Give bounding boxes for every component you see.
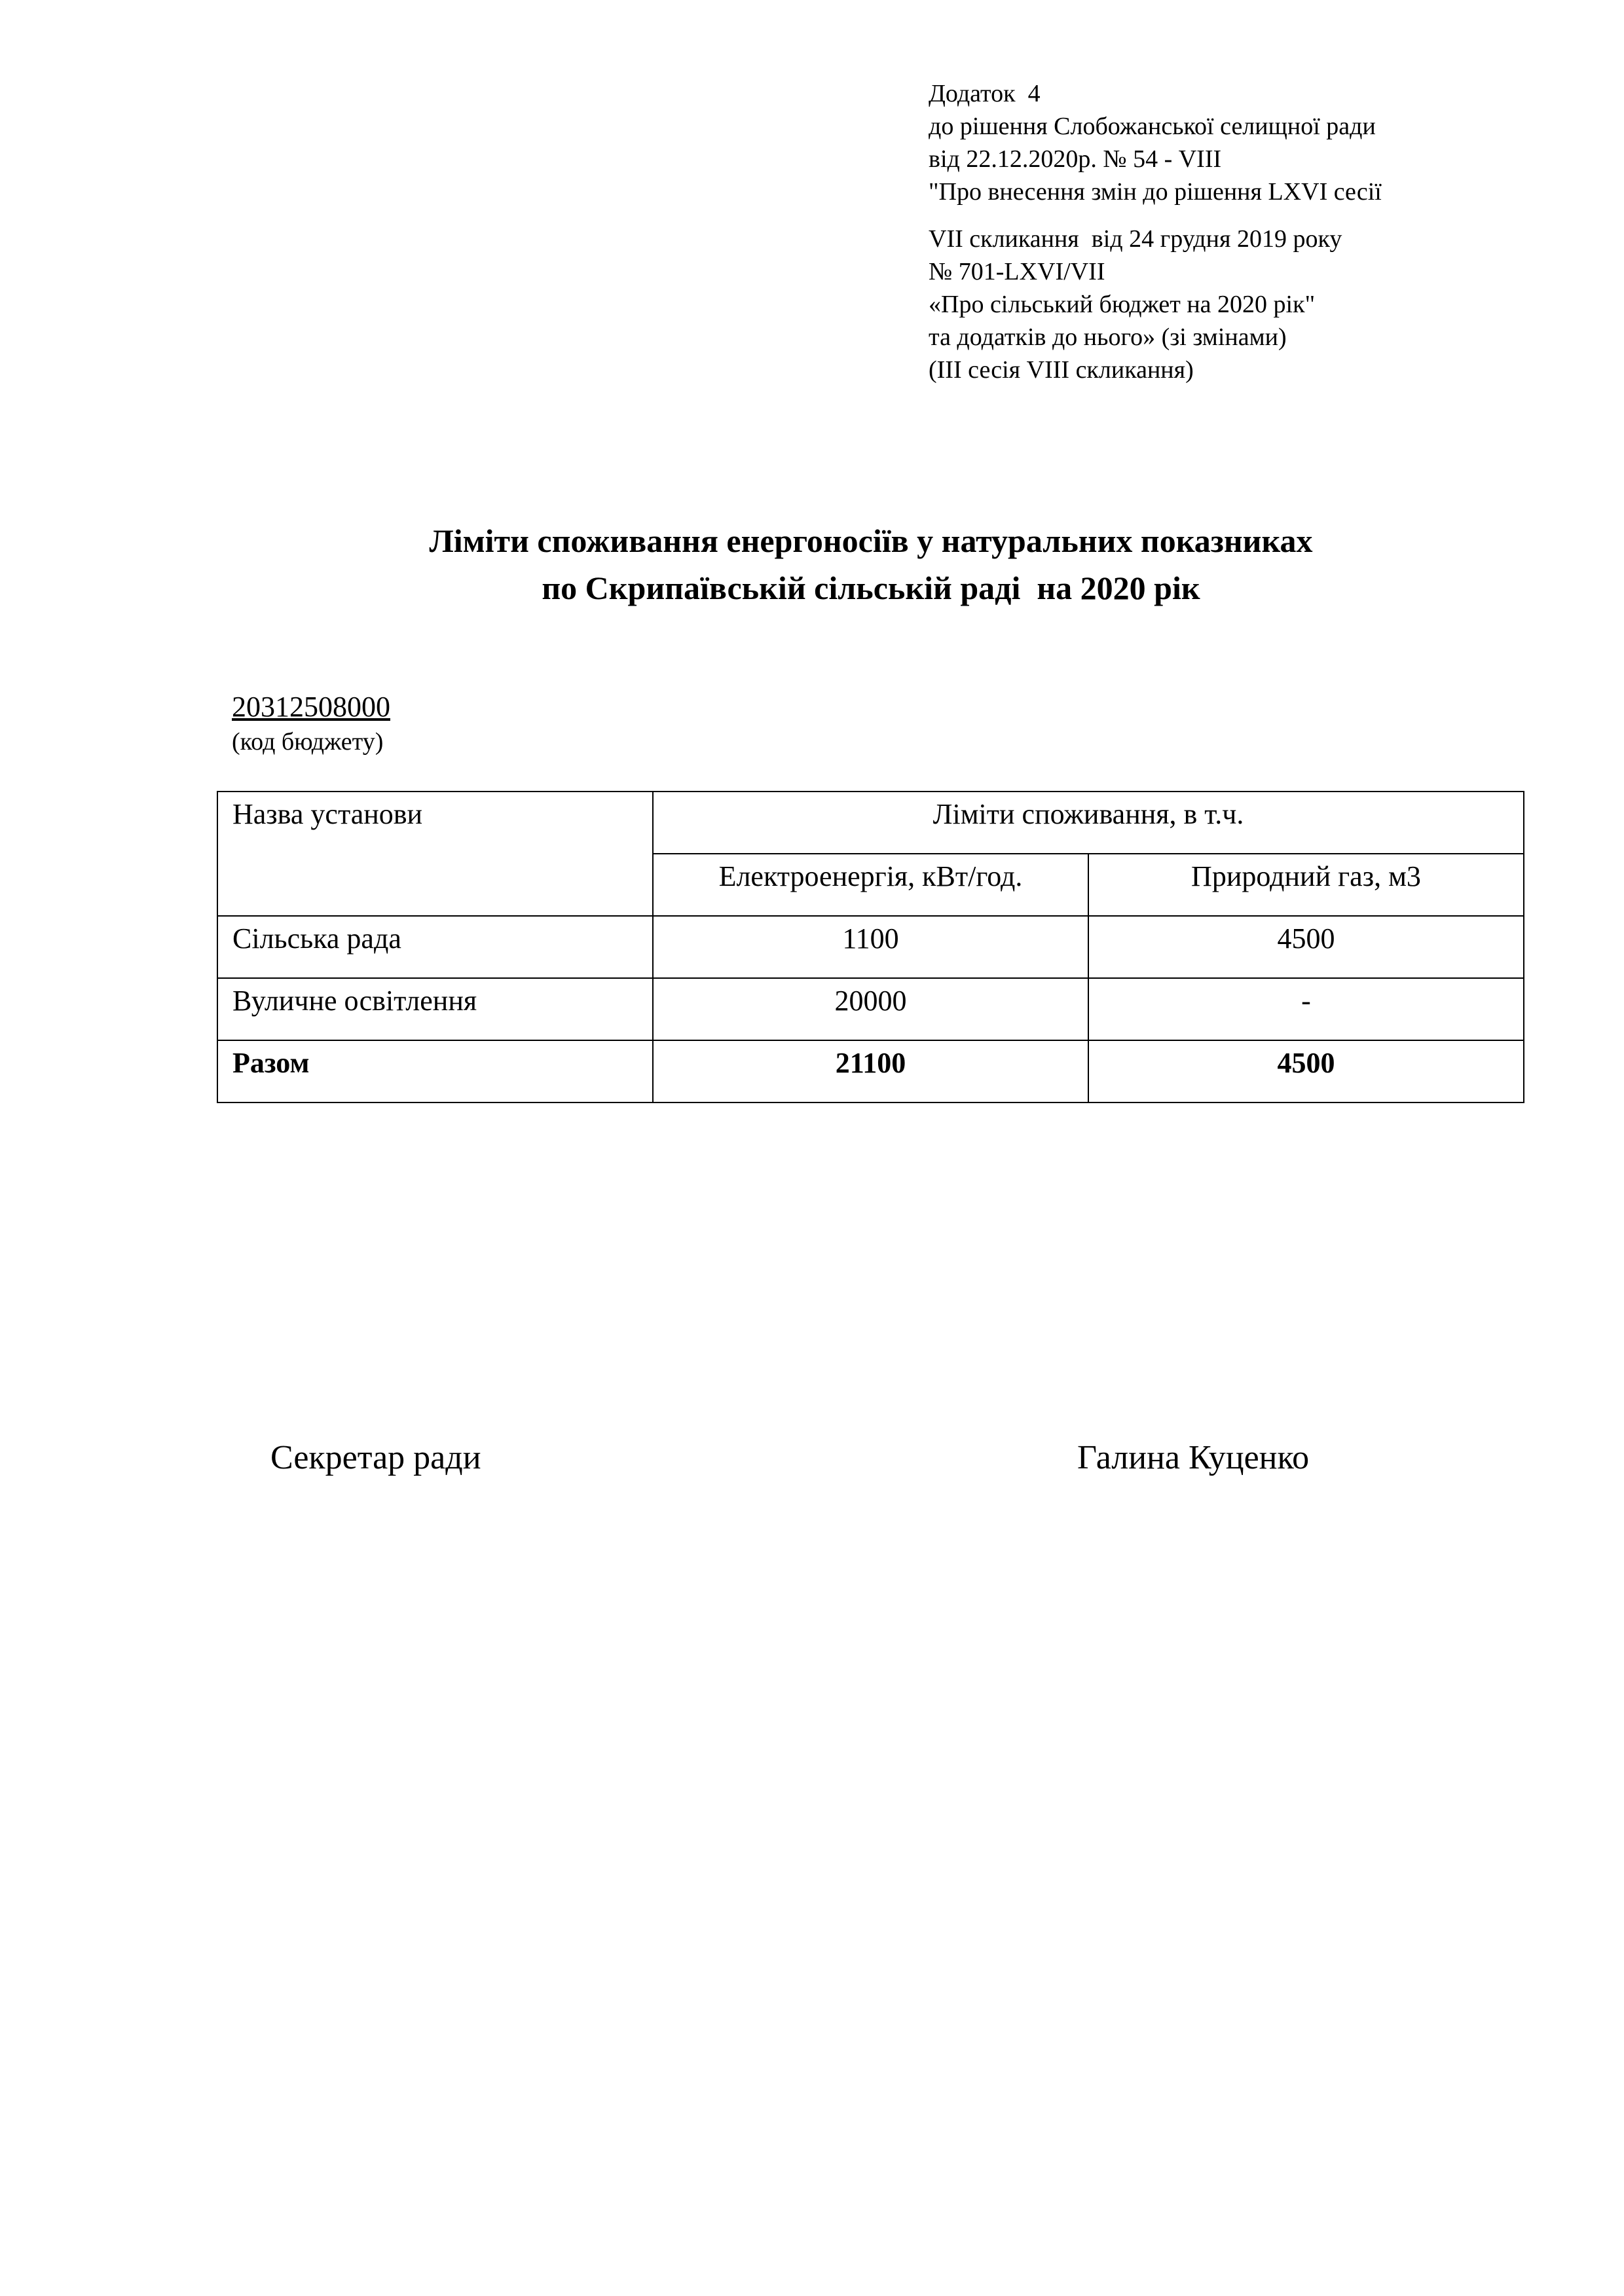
limits-table: [217, 791, 1524, 1103]
table-row: [217, 916, 1524, 978]
header-electricity: Електроенергія, кВт/год.: [653, 854, 1088, 916]
annex-header: [929, 77, 1583, 386]
annex-line: «Про сільський бюджет на 2020 рік": [929, 291, 1316, 318]
budget-code: 20312508000: [232, 691, 390, 723]
annex-line: (ІІІ сесія VIII скликання): [929, 356, 1194, 384]
document-title: [0, 517, 1624, 611]
row-name: Вуличне освітлення: [217, 978, 653, 1040]
signature-role: Секретар ради: [270, 1439, 481, 1476]
total-electricity: 21100: [653, 1040, 1088, 1102]
header-institution: Назва установи: [217, 792, 653, 916]
total-gas: 4500: [1088, 1040, 1524, 1102]
header-limits-group: Ліміти споживання, в т.ч.: [653, 792, 1524, 854]
annex-line: Додаток 4: [929, 80, 1041, 107]
table-header-row: [217, 792, 1524, 854]
annex-line: VII скликання від 24 грудня 2019 року: [929, 225, 1342, 253]
row-electricity: 1100: [653, 916, 1088, 978]
row-gas: 4500: [1088, 916, 1524, 978]
annex-line: від 22.12.2020р. № 54 - VIII: [929, 145, 1222, 173]
annex-line: № 701-LXVI/VII: [929, 258, 1105, 285]
title-line-2: по Скрипаївській сільській раді на 2020 рік: [542, 570, 1200, 606]
row-name: Сільська рада: [217, 916, 653, 978]
signature-name: Галина Куценко: [1077, 1439, 1310, 1476]
title-line-1: Ліміти споживання енергоносіїв у натуральних показниках: [429, 522, 1313, 559]
header-gas: Природний газ, м3: [1088, 854, 1524, 916]
table-row: [217, 978, 1524, 1040]
table-total-row: [217, 1040, 1524, 1102]
annex-line: до рішення Слобожанської селищної ради: [929, 113, 1376, 140]
total-name: Разом: [217, 1040, 653, 1102]
row-gas: -: [1088, 978, 1524, 1040]
row-electricity: 20000: [653, 978, 1088, 1040]
budget-code-label: (код бюджету): [232, 728, 384, 756]
annex-line: та додатків до нього» (зі змінами): [929, 323, 1287, 351]
annex-line: "Про внесення змін до рішення LXVI сесії: [929, 178, 1382, 206]
